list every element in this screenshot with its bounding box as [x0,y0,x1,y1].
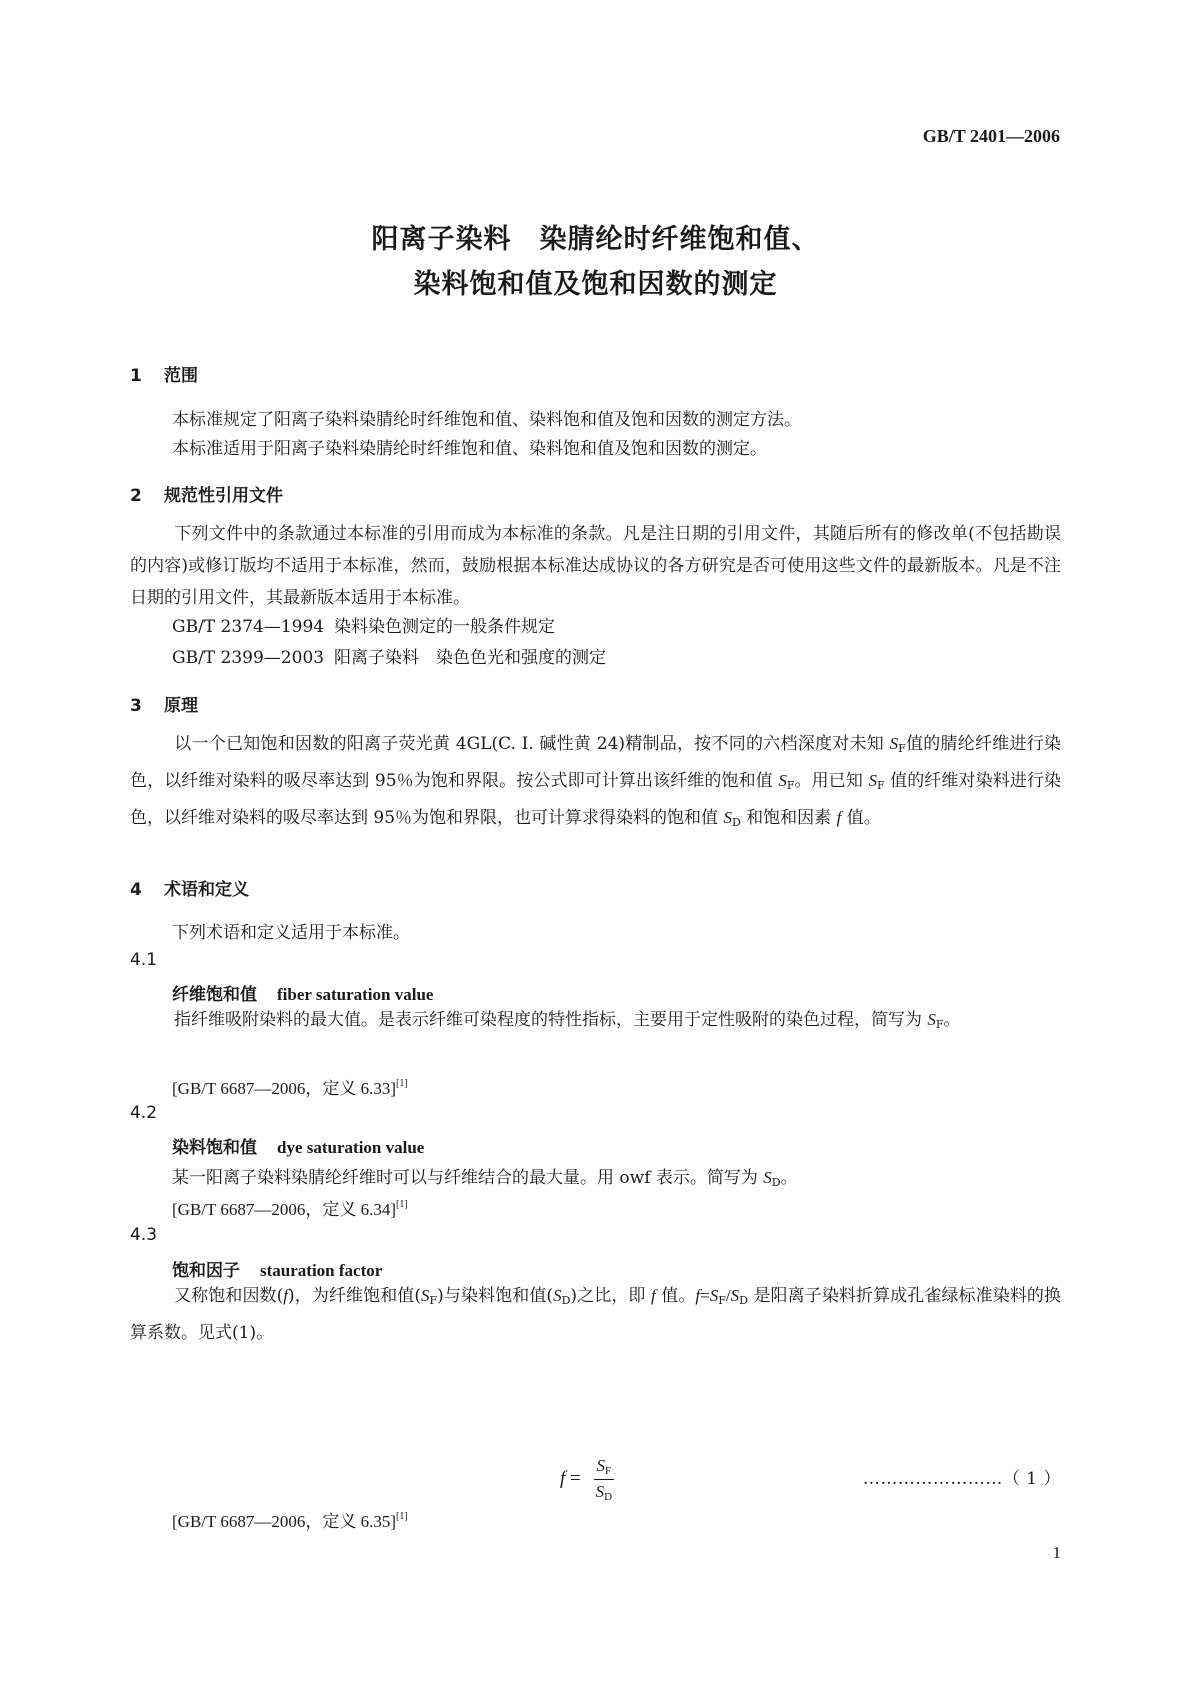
references-text: 下列文件中的条款通过本标准的引用而成为本标准的条款。凡是注日期的引用文件，其随后所有的修改单(不包括勘误的内容)或修订版均不适用于本标准，然而，鼓励根据本标准达成协议的各方研究是否可使用这些文件的最新版本。凡是不注日期的引用文件，其最新版本适用于本标准。 [130,524,1061,608]
formula-denominator [594,1480,615,1503]
definition-text: 。 [780,1168,798,1188]
subscript-f: F [429,1294,438,1307]
source-text: [GB/T 6687—2006，定义 6.34] [172,1200,396,1219]
subscript-d: D [561,1294,571,1307]
term-en: stauration factor [260,1261,383,1280]
term-4-2 [172,1133,424,1158]
standard-number: GB/T 2401—2006 [922,126,1060,146]
definition-text: 某一阳离子染料染腈纶纤维时可以与纤维结合的最大量。用 owf 表示。简写为 [172,1168,764,1188]
section-number: 2 [130,486,142,506]
references-paragraph [130,518,1061,614]
source-4-3 [172,1507,408,1532]
term-4-3 [172,1256,382,1281]
symbol-s: S [421,1286,430,1305]
section-number: 4 [130,880,142,900]
footnote-marker: [1] [396,1199,408,1210]
section-title: 范围 [164,366,198,386]
principle-text: 和饱和因素 [740,808,837,828]
symbol-f: f [651,1286,656,1305]
footnote-marker: [1] [396,1511,408,1522]
principle-text: 值的纤维对染料进行染色，以纤维对染料的吸尽率达到 95％为饱和界限，也可计算求得染料的饱和值 [130,771,1061,828]
page-number: 1 [1052,1543,1061,1562]
subscript-d: D [771,1176,781,1189]
section-4-heading [130,875,249,900]
footnote-marker: [1] [396,1078,408,1089]
subscript-f: F [876,779,885,792]
term-cn: 纤维饱和值 [172,985,257,1005]
equals-sign: = [700,1286,710,1305]
symbol-s: S [730,1286,740,1305]
section-number: 1 [130,366,142,386]
symbol-s: S [553,1286,562,1305]
clause-4-3-number: 4.3 [130,1225,158,1245]
clause-4-1-number: 4.1 [130,950,158,970]
term-en: fiber saturation value [277,985,434,1004]
symbol-s: S [763,1168,772,1187]
clause-4-2-number: 4.2 [130,1103,158,1123]
reference-title: 阳离子染料 染色色光和强度的测定 [334,648,606,668]
formula-equals: = [570,1467,581,1489]
definition-text: 值。 [655,1286,696,1306]
reference-title: 染料染色测定的一般条件规定 [334,617,555,637]
symbol-s: S [709,1286,719,1305]
definition-text: 。 [943,1010,961,1030]
symbol-f: f [836,808,842,827]
source-4-2 [172,1195,408,1220]
formula-numerator [594,1456,615,1480]
symbol-s: S [889,734,899,753]
definition-4-1 [130,1004,1061,1041]
subscript-f: F [718,1294,726,1307]
symbol-f: f [283,1286,289,1305]
subscript-d: D [604,1491,613,1503]
principle-text: 。用已知 [794,771,869,791]
term-cn: 染料饱和值 [172,1138,257,1158]
section-title: 术语和定义 [164,880,249,900]
subscript-f: F [605,1465,612,1477]
subscript-d: D [731,816,741,829]
term-4-1 [172,980,433,1005]
terms-intro: 下列术语和定义适用于本标准。 [172,923,410,943]
definition-text: 指纤维吸附染料的最大值。是表示纤维可染程度的特性指标，主要用于定性吸附的染色过程，简写为 [174,1010,928,1030]
symbol-s: S [778,771,787,790]
symbol-s: S [927,1010,936,1029]
reference-code: GB/T 2399—2003 [172,648,325,668]
subscript-d: D [739,1294,748,1307]
definition-4-3 [130,1280,1061,1349]
formula-lhs: f [560,1467,566,1489]
symbol-f: f [695,1286,701,1305]
subscript-f: F [935,1018,944,1031]
source-text: [GB/T 6687—2006，定义 6.33] [172,1079,396,1098]
definition-text: 是阳离子染料折算成孔雀绿标准染料的换算系数。见式(1)。 [130,1286,1062,1343]
formula-1 [560,1456,614,1503]
slash-sign: / [725,1286,731,1305]
reference-item [172,612,555,637]
reference-item [172,643,606,668]
section-3-heading [130,691,198,716]
document-title-line1: 阳离子染料 染腈纶时纤维饱和值、 [371,224,820,255]
symbol-s: S [596,1456,605,1475]
section-title: 原理 [164,696,198,716]
section-2-heading [130,481,283,506]
principle-paragraph [130,728,1061,839]
term-cn: 饱和因子 [172,1261,240,1281]
definition-text: )与染料饱和值( [437,1286,554,1306]
principle-text: 值的腈纶纤维进行染色，以纤维对染料的吸尽率达到 95％为饱和界限。按公式即可计算出该纤维的饱和值 [130,734,1062,791]
source-text: [GB/T 6687—2006，定义 6.35] [172,1512,396,1531]
scope-paragraph-2: 本标准适用于阳离子染料染腈纶时纤维饱和值、染料饱和值及饱和因数的测定。 [172,439,767,459]
symbol-s: S [595,1482,605,1501]
equation-number: ……………………（ 1 ） [862,1469,1061,1489]
definition-text: 又称饱和因数( [174,1286,284,1306]
symbol-s: S [723,808,732,827]
section-1-heading [130,361,198,386]
definition-text: )之比，即 [570,1286,651,1306]
formula-fraction [594,1456,615,1503]
reference-code: GB/T 2374—1994 [172,617,325,637]
section-title: 规范性引用文件 [164,486,283,506]
subscript-f: F [898,742,906,755]
symbol-s: S [868,771,877,790]
principle-text: 以一个已知饱和因数的阳离子荧光黄 4GL(C. I. 碱性黄 24)精制品，按不同的六档深度对未知 [174,734,890,754]
scope-paragraph-1: 本标准规定了阳离子染料染腈纶时纤维饱和值、染料饱和值及饱和因数的测定方法。 [172,410,801,430]
source-4-1 [172,1074,408,1099]
document-title-line2: 染料饱和值及饱和因数的测定 [413,269,778,300]
definition-text: )，为纤维饱和值( [288,1286,422,1306]
principle-text: 值。 [841,808,881,828]
definition-4-2 [172,1163,798,1189]
subscript-f: F [786,779,795,792]
section-number: 3 [130,696,142,716]
term-en: dye saturation value [277,1138,425,1157]
